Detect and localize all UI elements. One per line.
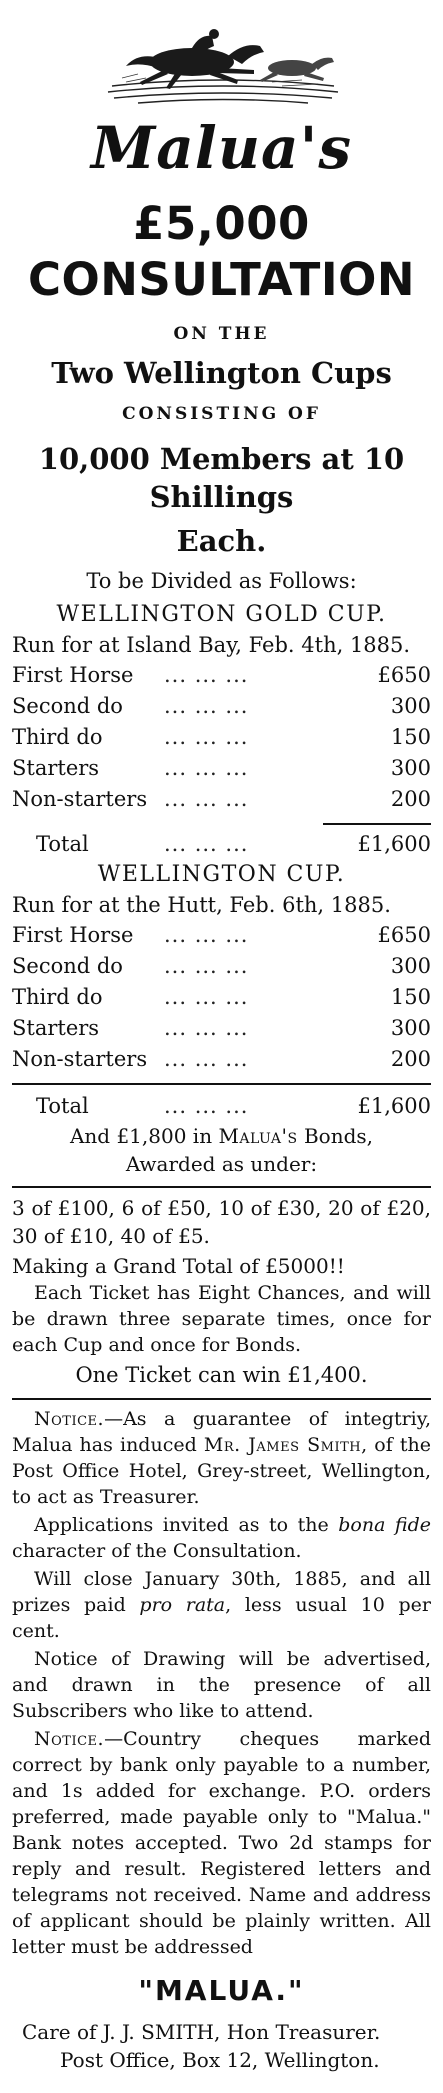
bonds-line: [12, 1122, 431, 1150]
prize-value: 150: [390, 725, 431, 749]
gold-cup-total-row: [12, 829, 431, 860]
horse-race-engraving-icon: [42, 12, 402, 108]
prize-value: 300: [390, 954, 431, 978]
grand-total-line: Making a Grand Total of £5000!!: [12, 1254, 345, 1278]
prize-label: First Horse: [12, 663, 134, 687]
prize-dots: ... ... ...: [164, 725, 249, 749]
bonds-line-pre: And £1,800 in: [69, 1124, 219, 1148]
prize-label: Second do: [12, 954, 123, 978]
members-line-1: 10,000 Members at 10 Shillings: [38, 442, 405, 514]
close-text-pre: Will close January 30th, 1885, and all prizes paid: [12, 1568, 431, 1616]
racing-illustration: [12, 12, 431, 108]
brand-title: Malua's: [91, 114, 352, 182]
prize-dots: ... ... ...: [164, 663, 249, 687]
prize-label: Starters: [12, 1016, 100, 1040]
prize-value: 300: [390, 694, 431, 718]
prize-row: [12, 691, 431, 722]
bonds-line-post: Bonds,: [297, 1124, 374, 1148]
prize-label: Non-starters: [12, 787, 148, 811]
consisting-of-label: CONSISTING OF: [122, 404, 321, 424]
notice-cheques-paragraph: [12, 1726, 431, 1960]
cup-prize-list: [12, 920, 431, 1075]
notice-label: Notice.: [34, 1408, 105, 1430]
body-section: [12, 1280, 431, 1960]
notice-text-post: , of the Post Office Hotel, Grey-street, Wellington, to act as Treasurer.: [12, 1434, 431, 1508]
malua-address-name: "MALUA.": [138, 1974, 305, 2007]
prize-dots: ... ... ...: [164, 694, 249, 718]
notice-cheques-text: —Country cheques marked correct by bank only payable to a number, and 1s added for exchange. P.O. orders preferred, made payable only to "Malua." Bank notes accepted. Two 2d stamps for reply and result. Registered letters and telegrams not received. Name and address of applicant should be plainly written. All letter must be addressed: [12, 1728, 431, 1958]
notice-text-pre: —As a guarantee of integtriy, Malua has induced: [12, 1408, 431, 1456]
bonds-section: [12, 1122, 431, 1280]
prize-row: [12, 1044, 431, 1075]
close-emphasis: pro rata: [139, 1594, 226, 1616]
cup-run-line: Run for at the Hutt, Feb. 6th, 1885.: [12, 893, 391, 917]
prize-label: Second do: [12, 694, 123, 718]
section-rule: [12, 1398, 431, 1400]
awards-list: 3 of £100, 6 of £50, 10 of £30, 20 of £20, 30 of £10, 40 of £5.: [12, 1196, 431, 1248]
treasurer-name: Mr. James Smith: [203, 1434, 362, 1456]
prize-dots: ... ... ...: [164, 787, 249, 811]
prize-row: [12, 722, 431, 753]
total-rule: [323, 823, 431, 825]
prize-row: [12, 784, 431, 815]
close-text-post: , less usual 10 per cent.: [12, 1594, 431, 1642]
wellington-cup-section: [12, 860, 431, 1122]
applications-paragraph: [12, 1512, 431, 1564]
prize-value: 300: [390, 1016, 431, 1040]
total-value: £1,600: [357, 1094, 431, 1118]
prize-dots: ... ... ...: [164, 1016, 249, 1040]
gold-cup-title: WELLINGTON GOLD CUP.: [56, 602, 387, 627]
footer-section: [12, 1972, 431, 2074]
total-value: £1,600: [357, 832, 431, 856]
total-label: Total: [36, 832, 89, 856]
prize-row: [12, 1013, 431, 1044]
gold-cup-prize-list: [12, 660, 431, 815]
prize-row: [12, 660, 431, 691]
prize-label: Non-starters: [12, 1047, 148, 1071]
prize-label: Third do: [12, 725, 103, 749]
prize-row: [12, 753, 431, 784]
prize-value: £650: [377, 663, 431, 687]
gold-cup-run-line: Run for at Island Bay, Feb. 4th, 1885.: [12, 633, 411, 657]
bonds-line-name: Malua's: [218, 1124, 298, 1148]
notice-guarantee-paragraph: [12, 1406, 431, 1510]
chances-paragraph: Each Ticket has Eight Chances, and will be drawn three separate times, once for each Cup and once for Bonds.: [12, 1282, 431, 1356]
prize-value: 300: [390, 756, 431, 780]
prize-dots: ... ... ...: [164, 923, 249, 947]
prize-dots: ... ... ...: [164, 985, 249, 1009]
prize-value: 200: [390, 787, 431, 811]
section-rule: [12, 1083, 431, 1085]
prize-dots: ... ... ...: [164, 1047, 249, 1071]
awarded-line: Awarded as under:: [125, 1152, 318, 1176]
prize-row: [12, 920, 431, 951]
section-rule: [12, 1186, 431, 1188]
applications-text-post: character of the Consultation.: [12, 1540, 302, 1562]
cup-title: WELLINGTON CUP.: [97, 862, 346, 887]
prize-dots: ... ... ...: [164, 756, 249, 780]
total-label: Total: [36, 1094, 89, 1118]
cups-title: Two Wellington Cups: [51, 356, 392, 390]
cup-total-row: [12, 1091, 431, 1122]
applications-emphasis: bona fide: [338, 1514, 431, 1536]
close-paragraph: [12, 1566, 431, 1644]
applications-text-pre: Applications invited as to the: [34, 1514, 339, 1536]
post-office-line: Post Office, Box 12, Wellington.: [60, 2048, 380, 2072]
total-dots: ... ... ...: [164, 1094, 249, 1118]
prize-label: First Horse: [12, 923, 134, 947]
one-ticket-line: One Ticket can win £1,400.: [75, 1363, 368, 1387]
prize-label: Third do: [12, 985, 103, 1009]
prize-row: [12, 982, 431, 1013]
prize-label: Starters: [12, 756, 100, 780]
total-dots: ... ... ...: [164, 832, 249, 856]
prize-value: £650: [377, 923, 431, 947]
care-of-line: Care of J. J. SMITH, Hon Treasurer.: [22, 2020, 381, 2044]
headline: £5,000 CONSULTATION: [27, 197, 415, 306]
prize-value: 150: [390, 985, 431, 1009]
on-the-label: ON THE: [173, 324, 270, 344]
prize-dots: ... ... ...: [164, 954, 249, 978]
prize-value: 200: [390, 1047, 431, 1071]
members-line-2: Each.: [176, 524, 267, 558]
notice-label: Notice.: [34, 1728, 105, 1750]
drawing-paragraph: Notice of Drawing will be advertised, and drawn in the presence of all Subscribers who like to attend.: [12, 1648, 431, 1722]
gold-cup-section: [12, 600, 431, 860]
prize-row: [12, 951, 431, 982]
divided-line: To be Divided as Follows:: [86, 569, 357, 593]
